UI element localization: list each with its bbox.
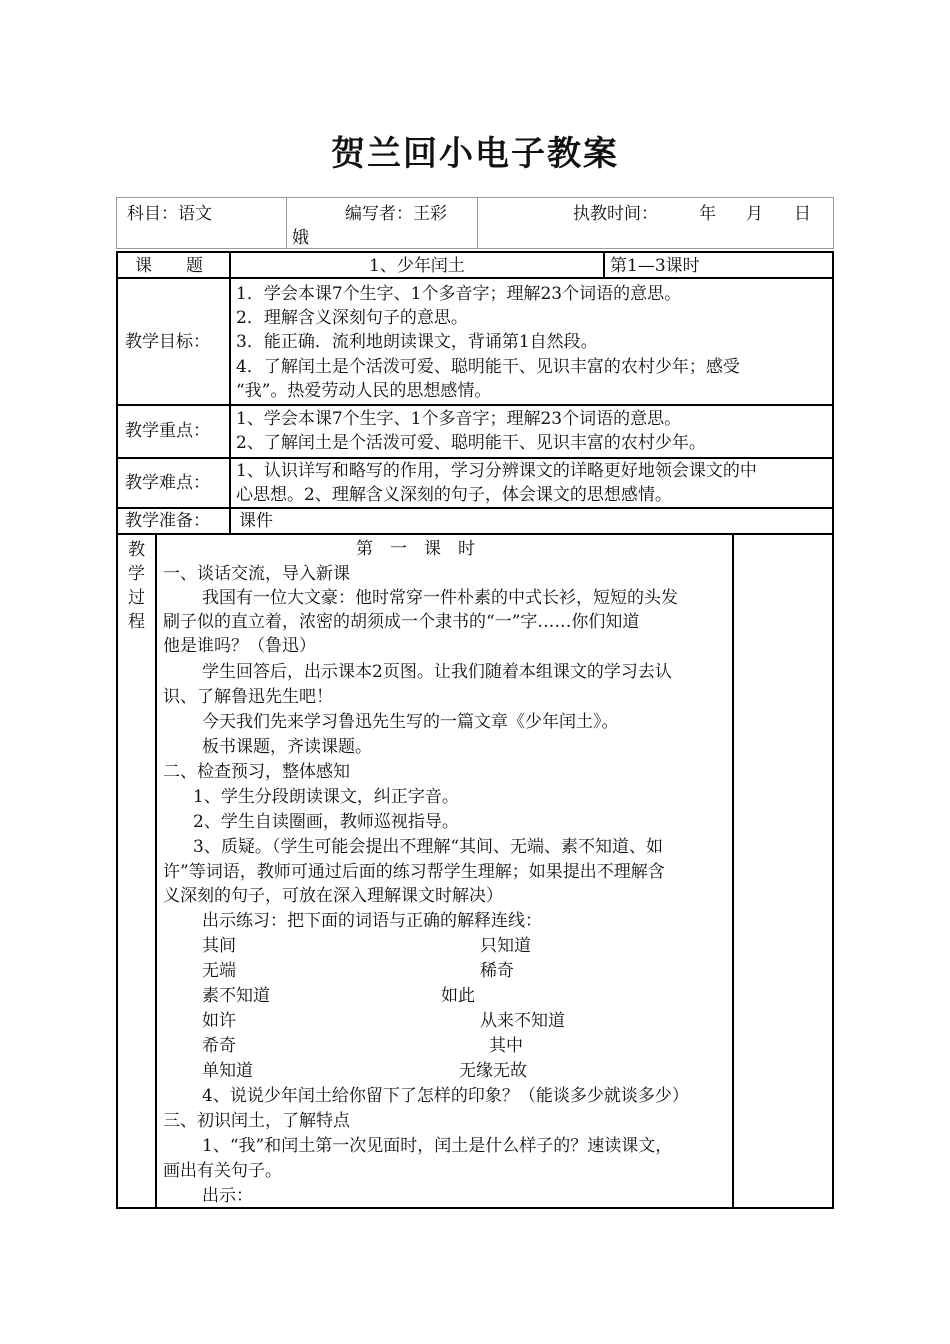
pair-left-5: 希奇 xyxy=(202,1036,236,1056)
pair-right-6: 无缘无故 xyxy=(459,1061,527,1081)
subject-text: 科目：语文 xyxy=(127,204,212,224)
page-title: 贺兰回小电子教案 xyxy=(331,134,619,174)
header-divider-1 xyxy=(286,197,287,249)
step-2-3a: 3、质疑。（学生可能会提出不理解“其间、无端、素不知道、如 xyxy=(193,837,664,857)
step-2-1: 1、学生分段朗读课文，纠正字音。 xyxy=(193,787,459,807)
label-column-rule xyxy=(229,251,231,533)
goal-line-5: “我”。热爱劳动人民的思想感情。 xyxy=(236,381,492,401)
process-label-char-4: 程 xyxy=(128,612,145,632)
process-label-rule xyxy=(155,533,157,1209)
time-label: 执教时间： xyxy=(573,204,658,224)
author-continued: 娥 xyxy=(292,228,309,248)
goal-line-4: 4．了解闰土是个活泼可爱、聪明能干、见识丰富的农村少年；感受 xyxy=(236,357,740,377)
pair-right-3: 如此 xyxy=(441,986,475,1006)
goal-line-3: 3．能正确．流利地朗读课文，背诵第1自然段。 xyxy=(236,332,598,352)
year-label: 年 xyxy=(699,204,716,224)
pair-left-1: 其间 xyxy=(202,936,236,956)
paragraph-1a: 我国有一位大文豪：他时常穿一件朴素的中式长衫，短短的头发 xyxy=(202,588,678,608)
pair-left-3: 素不知道 xyxy=(202,986,270,1006)
topic-periods: 第1—3课时 xyxy=(610,256,700,276)
periods-column-rule xyxy=(603,251,605,277)
header-row xyxy=(116,197,834,249)
pair-right-5: 其中 xyxy=(489,1036,523,1056)
step-2-2: 2、学生自读圈画，教师巡视指导。 xyxy=(193,812,459,832)
goals-label: 教学目标： xyxy=(125,332,210,352)
process-label-char-1: 教 xyxy=(128,540,145,560)
keypoint-line-2: 2、了解闰土是个活泼可爱、聪明能干、见识丰富的农村少年。 xyxy=(236,433,706,453)
month-label: 月 xyxy=(746,204,763,224)
difficulty-line-1: 1、认识详写和略写的作用，学习分辨课文的详略更好地领会课文的中 xyxy=(236,461,757,481)
paragraph-2a: 学生回答后，出示课本2页图。让我们随着本组课文的学习去认 xyxy=(202,662,672,682)
paragraph-4: 板书课题，齐读课题。 xyxy=(202,737,372,757)
section-2-title: 二、检查预习，整体感知 xyxy=(163,762,350,782)
show-label: 出示： xyxy=(202,1186,253,1206)
process-notes-rule xyxy=(732,533,734,1209)
process-label-char-2: 学 xyxy=(128,564,145,584)
pair-left-4: 如许 xyxy=(202,1011,236,1031)
process-label-char-3: 过 xyxy=(128,588,145,608)
prep-label: 教学准备： xyxy=(125,511,210,531)
step-2-3b: 许”等词语，教师可通过后面的练习帮学生理解；如果提出不理解含 xyxy=(163,862,665,882)
pair-left-6: 单知道 xyxy=(202,1061,253,1081)
pair-right-1: 只知道 xyxy=(480,936,531,956)
prep-value: 课件 xyxy=(239,511,273,531)
pair-right-4: 从来不知道 xyxy=(480,1011,565,1031)
goal-line-1: 1．学会本课7个生字、1个多音字；理解23个词语的意思。 xyxy=(236,284,682,304)
day-label: 日 xyxy=(794,204,811,224)
pair-right-2: 稀奇 xyxy=(480,961,514,981)
step-2-3c: 义深刻的句子，可放在深入理解课文时解决） xyxy=(163,886,503,906)
row-rule-prep xyxy=(116,533,834,535)
difficulties-label: 教学难点： xyxy=(125,473,210,493)
row-rule-goals xyxy=(116,404,834,406)
paragraph-1b: 刷子似的直立着，浓密的胡须成一个隶书的“一”字……你们知道 xyxy=(163,612,640,632)
goal-line-2: 2．理解含义深刻句子的意思。 xyxy=(236,308,468,328)
topic-value: 1、少年闰土 xyxy=(369,256,465,276)
pair-left-2: 无端 xyxy=(202,961,236,981)
step-3-1b: 画出有关句子。 xyxy=(163,1161,282,1181)
exercise-instruction: 出示练习：把下面的词语与正确的解释连线： xyxy=(202,911,542,931)
step-3-1a: 1、“我”和闰土第一次见面时，闰土是什么样子的？速读课文， xyxy=(202,1136,673,1156)
paragraph-1c: 他是谁吗？（鲁迅） xyxy=(163,636,316,656)
row-rule-topic xyxy=(116,277,834,279)
paragraph-2b: 识、了解鲁迅先生吧！ xyxy=(163,687,333,707)
difficulty-line-2: 心思想。2、理解含义深刻的句子，体会课文的思想感情。 xyxy=(236,485,672,505)
keypoints-label: 教学重点： xyxy=(125,421,210,441)
keypoint-line-1: 1、学会本课7个生字、1个多音字；理解23个词语的意思。 xyxy=(236,409,682,429)
author-label: 编写者：王彩 xyxy=(345,204,447,224)
lesson-heading: 第 一 课 时 xyxy=(356,539,475,559)
topic-label: 课 题 xyxy=(135,256,203,276)
section-1-title: 一、谈话交流，导入新课 xyxy=(163,564,350,584)
section-3-title: 三、初识闰土，了解特点 xyxy=(163,1111,350,1131)
step-2-4: 4、说说少年闰土给你留下了怎样的印象？（能谈多少就谈多少） xyxy=(202,1086,689,1106)
header-divider-2 xyxy=(477,197,478,249)
paragraph-3: 今天我们先来学习鲁迅先生写的一篇文章《少年闰土》。 xyxy=(202,712,619,732)
